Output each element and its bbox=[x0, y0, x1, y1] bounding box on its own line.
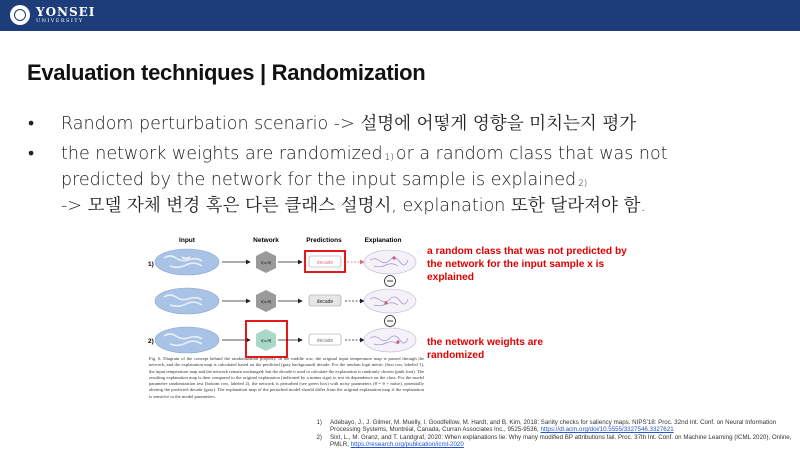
column-header-explanation: Explanation bbox=[364, 237, 402, 244]
logo-name: YONSEI bbox=[36, 5, 96, 19]
explanation-map bbox=[364, 289, 416, 313]
slide-title: Evaluation techniques | Randomization bbox=[27, 60, 426, 85]
header-bar bbox=[0, 0, 800, 31]
explanation-map bbox=[364, 328, 416, 352]
input-map bbox=[155, 288, 219, 314]
prediction-label: decade bbox=[316, 260, 334, 266]
footnote-marker: 1) bbox=[384, 153, 394, 163]
reference-text: Sixt, L., M. Granz, and T. Landgraf, 2020: When explanations lie: Why many modified BP attributions fail. Proc. 37th Int. Conf. on Machine Learning (ICML 2020), Online, PMLR, bbox=[330, 433, 792, 448]
column-header-predictions: Predictions bbox=[306, 237, 342, 244]
bullet-text: predicted by the network for the input sample is explained bbox=[61, 170, 577, 190]
network-label: f(x;θ̃) bbox=[260, 338, 272, 343]
network-label: f(x;θ) bbox=[260, 260, 272, 265]
input-map bbox=[155, 249, 219, 275]
prediction-label: decade bbox=[316, 299, 334, 305]
column-header-network: Network bbox=[253, 237, 279, 244]
bullet-text: Random perturbation scenario -> 설명에 어떻게 영향을 미치는지 평가 bbox=[61, 114, 637, 134]
explanation-map bbox=[364, 250, 416, 274]
reference-item bbox=[300, 434, 795, 449]
input-map bbox=[155, 327, 219, 353]
university-seal-icon bbox=[10, 5, 30, 25]
figure-diagram bbox=[142, 233, 424, 358]
reference-link[interactable]: https://dl.acm.org/doi/10.5555/3327546.3327621 bbox=[540, 426, 674, 434]
reference-number: 1) bbox=[316, 419, 322, 426]
bullet-list bbox=[28, 113, 748, 225]
minus-icon bbox=[385, 276, 396, 287]
reference-number: 2) bbox=[316, 433, 322, 441]
footnote-marker: 2) bbox=[578, 179, 588, 189]
bullet-text: -> 모델 자체 변경 혹은 다른 클래스 설명시, explanation 또한 달라져야 함. bbox=[61, 196, 646, 216]
bullet-text: or a random class that was not bbox=[395, 144, 668, 164]
network-label: f(x;θ) bbox=[260, 299, 272, 304]
row-label-2: 2) bbox=[148, 338, 154, 345]
bullet-text: the network weights are randomized bbox=[61, 144, 383, 164]
annotation-randomized-weights: the network weights are randomized bbox=[427, 337, 544, 361]
bullet-item bbox=[28, 113, 748, 135]
logo-subtitle: UNIVERSITY bbox=[36, 18, 84, 24]
column-header-input: Input bbox=[179, 237, 195, 244]
annotation-random-class: a random class that was not predicted by the network for the input sample x is explained bbox=[427, 246, 627, 283]
minus-icon bbox=[385, 316, 396, 327]
reference-text: Adebayo, J., J. Gilmer, M. Muelly, I. Goodfellow, M. Hardt, and B. Kim, 2018: Sanity checks for saliency maps. NIPS'18: Proc. 32nd Int. Conf. on Neural Information Processing Systems, Montréal, Canada, Curran Associates Inc., 9525-9536, bbox=[330, 419, 777, 434]
row-label-1: 1) bbox=[148, 261, 154, 268]
university-logo bbox=[10, 5, 95, 25]
references bbox=[300, 419, 795, 448]
reference-item bbox=[300, 419, 795, 434]
figure-caption: Fig. 6. Diagram of the concept behind the randomization property. In the middle row, the original input temperature map is passed through the network, and the explanation map is calculated based on the predicted (gray background) decade. For the random logit metric (first row, labeled 1), the input temperature map and the network remain unchanged; but the decade it used to calculate the explanation is randomly chosen (pink font). The resulting explanation map is then compared to the original explanation (indicated by a minus sign) to test its dependence on the class. For the model parameter randomization test (bottom row, labeled 2), the network is perturbed (see green box) with noisy parameters (θ̃ = θ + noise), potentially altering the predicted decade (gray). The explanation map of the perturbed model should differ from the original explanation map if the explanation is sensitive to the model parameters. bbox=[149, 356, 424, 399]
prediction-label: decade bbox=[316, 338, 334, 344]
bullet-item bbox=[28, 143, 748, 217]
reference-link[interactable]: https://research.org/publication/icml-2020 bbox=[350, 440, 464, 448]
